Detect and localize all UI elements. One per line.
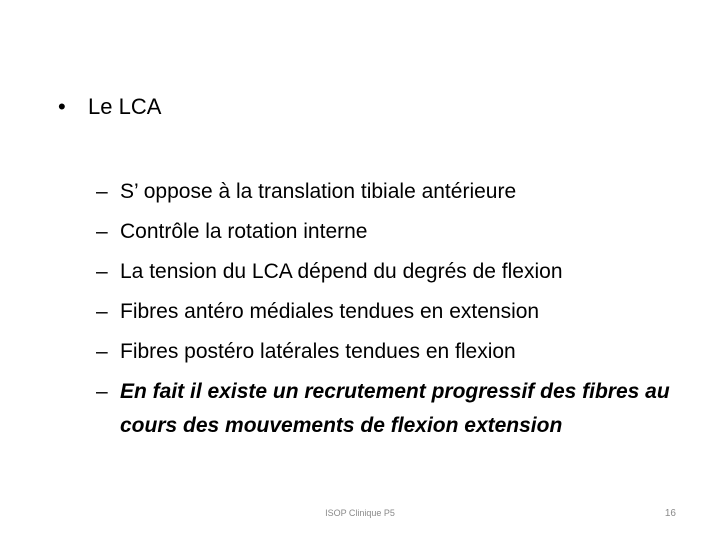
sub-bullet-item: [96, 335, 696, 369]
sub-bullet-text: La tension du LCA dépend du degrés de flexion: [120, 260, 563, 283]
dash-icon: –: [96, 260, 108, 283]
sub-bullet-item: [96, 215, 696, 249]
sub-bullet-item: [96, 255, 696, 289]
bullet-icon: •: [58, 94, 66, 119]
sub-bullet-item: [96, 295, 696, 329]
dash-icon: –: [96, 380, 108, 403]
dash-icon: –: [96, 220, 108, 243]
dash-icon: –: [96, 300, 108, 323]
sub-bullet-text: Contrôle la rotation interne: [120, 220, 368, 243]
sub-bullet-text: En fait il existe un recrutement progressif des fibres au cours des mouvements de flexion extension: [120, 380, 670, 437]
main-bullet: [58, 92, 161, 122]
sub-bullet-text: S’ oppose à la translation tibiale antérieure: [120, 180, 517, 203]
dash-icon: –: [96, 180, 108, 203]
sub-bullet-list: [96, 175, 696, 449]
footer-text: ISOP Clinique P5: [325, 508, 395, 518]
sub-bullet-item-emphasized: [96, 375, 696, 443]
dash-icon: –: [96, 340, 108, 363]
page-number: 16: [664, 508, 676, 519]
main-bullet-text: Le LCA: [88, 94, 162, 119]
sub-bullet-text: Fibres antéro médiales tendues en extension: [120, 300, 540, 323]
sub-bullet-text: Fibres postéro latérales tendues en flexion: [120, 340, 516, 363]
sub-bullet-item: [96, 175, 696, 209]
